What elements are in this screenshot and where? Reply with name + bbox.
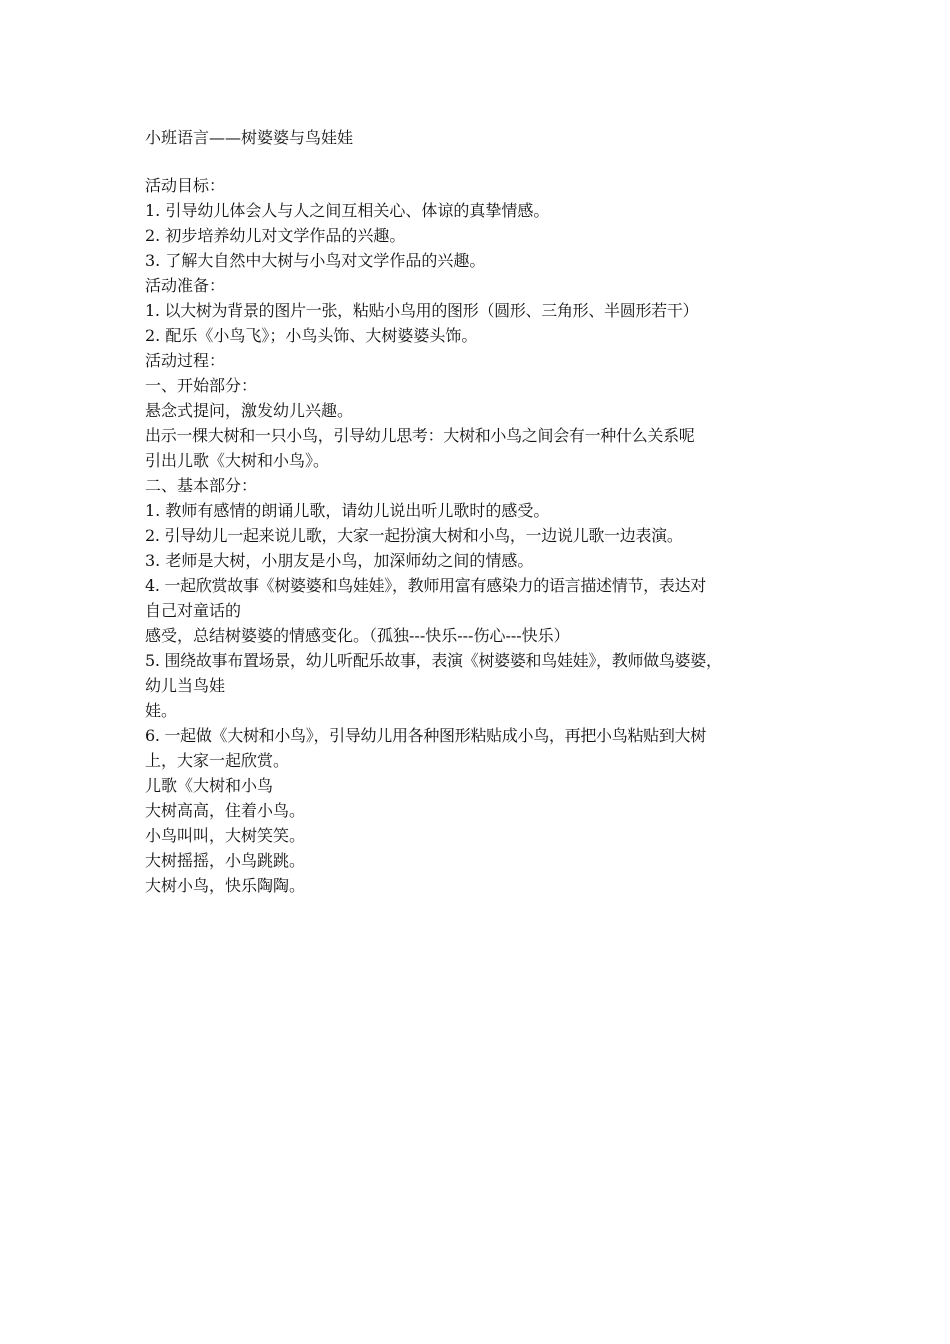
paragraph-line: 上，大家一起欣赏。 xyxy=(145,751,290,770)
goal-item-1: 1. 引导幼儿体会人与人之间互相关心、体谅的真挚情感。 xyxy=(145,201,550,220)
process-item-1: 1. 教师有感情的朗诵儿歌，请幼儿说出听儿歌时的感受。 xyxy=(145,501,550,520)
blank-line xyxy=(145,155,817,173)
process-item-4: 4. 一起欣赏故事《树婆婆和鸟娃娃》，教师用富有感染力的语言描述情节，表达对 xyxy=(145,576,706,595)
preparation-item-1: 1. 以大树为背景的图片一张，粘贴小鸟用的图形（圆形、三角形、半圆形若干） xyxy=(145,301,699,320)
subsection-heading-basic: 二、基本部分： xyxy=(145,476,258,495)
goal-item-3: 3. 了解大自然中大树与小鸟对文学作品的兴趣。 xyxy=(145,251,486,270)
paragraph-line: 悬念式提问，激发幼儿兴趣。 xyxy=(145,401,354,420)
paragraph-line: 幼儿当鸟娃 xyxy=(145,676,226,695)
paragraph-line: 娃。 xyxy=(145,701,178,720)
section-heading-process: 活动过程： xyxy=(145,351,226,370)
process-item-5: 5. 围绕故事布置场景，幼儿听配乐故事，表演《树婆婆和鸟娃娃》，教师做鸟婆婆， xyxy=(145,651,722,670)
paragraph-line: 出示一棵大树和一只小鸟，引导幼儿思考：大树和小鸟之间会有一种什么关系呢 xyxy=(145,426,695,445)
poem-line: 小鸟叫叫，大树笑笑。 xyxy=(145,826,306,845)
poem-line: 大树小鸟，快乐陶陶。 xyxy=(145,876,306,895)
section-heading-goals: 活动目标： xyxy=(145,176,226,195)
goal-item-2: 2. 初步培养幼儿对文学作品的兴趣。 xyxy=(145,226,406,245)
section-heading-preparation: 活动准备： xyxy=(145,276,226,295)
document-title: 小班语言——树婆婆与鸟娃娃 xyxy=(145,128,354,147)
process-item-6: 6. 一起做《大树和小鸟》，引导幼儿用各种图形粘贴成小鸟，再把小鸟粘贴到大树 xyxy=(145,726,706,745)
paragraph-line: 自己对童话的 xyxy=(145,601,242,620)
paragraph-line: 感受，总结树婆婆的情感变化。（孤独---快乐---伤心---快乐） xyxy=(145,626,570,645)
poem-line: 大树高高，住着小鸟。 xyxy=(145,801,306,820)
poem-title: 儿歌《大树和小鸟 xyxy=(145,776,274,795)
paragraph-line: 引出儿歌《大树和小鸟》。 xyxy=(145,451,330,470)
document-body xyxy=(145,121,817,898)
process-item-2: 2. 引导幼儿一起来说儿歌，大家一起扮演大树和小鸟，一边说儿歌一边表演。 xyxy=(145,526,683,545)
preparation-item-2: 2. 配乐《小鸟飞》；小鸟头饰、大树婆婆头饰。 xyxy=(145,326,478,345)
process-item-3: 3. 老师是大树，小朋友是小鸟，加深师幼之间的情感。 xyxy=(145,551,534,570)
subsection-heading-start: 一、开始部分： xyxy=(145,376,258,395)
poem-line: 大树摇摇，小鸟跳跳。 xyxy=(145,851,306,870)
